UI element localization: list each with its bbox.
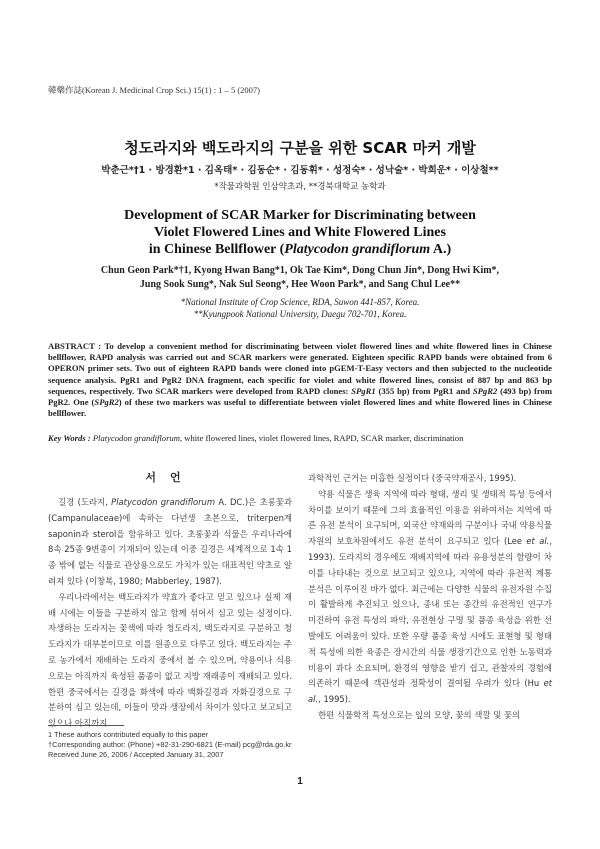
- footnote-2: †Corresponding author: (Phone) +82-31-290-6821 (E-mail) pcg@rda.go.kr: [48, 740, 292, 749]
- english-affiliation-2: **Kyungpook National University, Daegu 702-701, Korea.: [193, 309, 407, 319]
- abstract-marker-2: SPgR2: [472, 385, 498, 396]
- left-paragraph-2: 우리나라에서는 백도라지가 약효가 좋다고 믿고 있으나 실제 재배 시에는 이들을 구분하지 않고 함께 섞어서 심고 있는 실정이다. 자생하는 도라지는 꽃색에 따라 청도라지, 백도라지로 구분하고 청도라지가 대부분이므로 이를 원종으로 다루고 있다. 백도라지는 주로 농가에서 재배하는 도라지 중에서 볼 수 있으며, 약용이나 식용으로는 아직까지 육성된 품종이 없고 지방 재래종이 재배되고 있다. 한편 중국에서는 길경을 화색에 따라 백화길경과 자화길경으로 구분하여 심고 있는데, 이들이 맛과 생장에서 차이가 있다고 보고되고 있으나 아직까지: [48, 591, 292, 729]
- abstract-marker-1: SPgR1: [351, 385, 376, 396]
- abstract-text-2: (355 bp) from PgR1 and: [375, 385, 473, 396]
- english-authors: [0, 264, 600, 292]
- right-paragraph-2: [308, 487, 552, 708]
- keywords-species: Platycodon grandiflorum: [92, 433, 180, 443]
- keywords-list: , white flowered lines, violet flowered lines, RAPD, SCAR marker, discrimination: [179, 433, 464, 443]
- left-p1-species: Platycodon grandiflorum: [111, 497, 216, 507]
- english-title: [0, 207, 600, 258]
- right-column: [308, 471, 552, 724]
- right-p2-etal-1: et al.: [526, 536, 550, 547]
- english-title-species: Platycodon grandiflorum: [284, 242, 431, 257]
- right-paragraph-3: 한편 식물학적 특성으로는 잎의 모양, 꽃의 색깔 및 꽃의: [318, 709, 521, 720]
- english-authors-line-2: Jung Sook Sung*, Nak Sul Seong*, Hee Woon Park*, and Sang Chul Lee**: [139, 279, 461, 290]
- left-column: [48, 495, 292, 732]
- keywords-label: Key Words :: [48, 433, 91, 443]
- abstract-text-1: ABSTRACT : To develop a convenient method for discriminating between violet flowered lines and white flowered lines in Chinese bellflower, RAPD analysis was carried out and SCAR markers were generated. Eighteen specific RAPD bands were obtained from 6 OPERON primer sets. Two out of eighteen RAPD bands were cloned into pGEM-T-Easy vectors and then subjected to the nucleotide sequence analysis. PgR1 and PgR2 DNA fragment, each specific for violet and white flowered lines, consist of 887 bp and 863 bp sequences, respectively. Two SCAR markers were developed from RAPD clones:: [48, 341, 552, 396]
- english-affiliation-1: *National Institute of Crop Science, RDA, Suwon 441-857, Korea.: [180, 297, 420, 307]
- section-heading-introduction: 서언: [145, 471, 195, 484]
- korean-affiliation: *작물과학원 인삼약초과, **경북대학교 농학과: [214, 182, 386, 192]
- right-p2-text-a: 약용 식물은 생육 지역에 따라 형태, 생리 및 생태적 특성 등에서 차이를 보이기 때문에 그의 효율적인 이용을 위하여서는 지역에 따른 유전 분석이 요구되며, 외국산 약재와의 구분이나 국내 약용식물자원의 보호차원에서도 유전 분석이 요구되고 있다 (Lee: [308, 488, 552, 547]
- footnote-rule: [48, 725, 124, 726]
- right-paragraph-1: 과학적인 근거는 미흡한 실정이다 (중국약재공사, 1995).: [308, 473, 517, 483]
- korean-title: 청도라지와 백도라지의 구분을 위한 SCAR 마커 개발: [124, 139, 476, 157]
- left-paragraph-1: [48, 495, 292, 590]
- abstract-text-3: (493 bp) from PgR2. One (: [48, 385, 552, 408]
- english-title-line-3-pre: in Chinese Bellflower (: [148, 242, 285, 257]
- korean-authors: 박춘근*†1 · 방경환*1 · 김옥태* · 김동순* · 김동휘* · 성정숙* · 성낙술* · 박희운* · 이상철**: [101, 165, 499, 176]
- abstract-marker-3: SPgR2: [94, 397, 119, 408]
- english-title-line-3-post: A.): [430, 242, 452, 257]
- english-title-line-2: Violet Flowered Lines and White Flowered Lines: [154, 225, 446, 240]
- english-affiliation: [0, 296, 600, 320]
- english-authors-line-1: Chun Geon Park*†1, Kyong Hwan Bang*1, Ok Tae Kim*, Dong Chun Jin*, Dong Hwi Kim*,: [100, 265, 500, 276]
- abstract: [48, 341, 552, 419]
- journal-header: 韓藥作誌(Korean J. Medicinal Crop Sci.) 15(1) : 1 – 5 (2007): [48, 85, 260, 95]
- footnote-1: 1 These authors contributed equally to this paper: [48, 730, 209, 739]
- english-title-line-1: Development of SCAR Marker for Discriminating between: [124, 208, 476, 223]
- right-p2-etal-2: et al.: [308, 678, 552, 705]
- abstract-text-4: ) of these two markers was useful to differentiate between violet flowered lines and white flowered lines in Chinese bellflower.: [48, 397, 552, 419]
- left-p1-text-b: A. DC.)은 초롱꽃과 (Campanulaceae)에 속하는 다년생 초본으로, triterpen계 saponin과 sterol을 함유하고 있다. 초롱꽃과 식물은 우리나라에 8속 25종 9변종이 기재되어 있는데 이중 길경은 세계적으로 1속 1종 밖에 없는 식물로 관상용으로도 가치가 있는 대표적인 약초로 알려져 있다 (이창복, 1980; Mabberley, 1987).: [48, 497, 292, 586]
- keywords: [48, 433, 552, 444]
- footnote-3: Received June 26, 2006 / Accepted January 31, 2007: [48, 750, 224, 759]
- left-p1-text-a: 길경 (도라지,: [58, 497, 112, 507]
- footnotes: [48, 730, 292, 760]
- page-number: 1: [297, 776, 303, 787]
- english-title-line-3: [0, 241, 600, 258]
- right-p2-text-c: , 1995).: [318, 694, 351, 705]
- right-p2-text-b: , 1993). 도라지의 경우에도 재배지역에 따라 유용성분의 함량이 차이를 나타내는 것으로 보고되고 있으나, 지역에 따라 유전적 계통 분석은 이루어진 바가 없다. 최근에는 다양한 식물의 유전자원 수집이 활발하게 추진되고 있으나, 종내 또는 종간의 유전적인 연구가 미진하여 유전 특성의 파악, 유전현상 구명 및 품종 육성을 위한 선발에도 어려움이 있다. 또한 우량 품종 육성 시에도 표현형 및 형태적 특성에 의한 육종은 장시간의 식물 생장기간으로 인한 노동력과 비용이 과다 소요되며, 환경의 영향을 받기 쉽고, 관찰자의 경험에 의존하기 때문에 객관성과 정확성이 결여될 우려가 있다 (Hu: [308, 536, 552, 689]
